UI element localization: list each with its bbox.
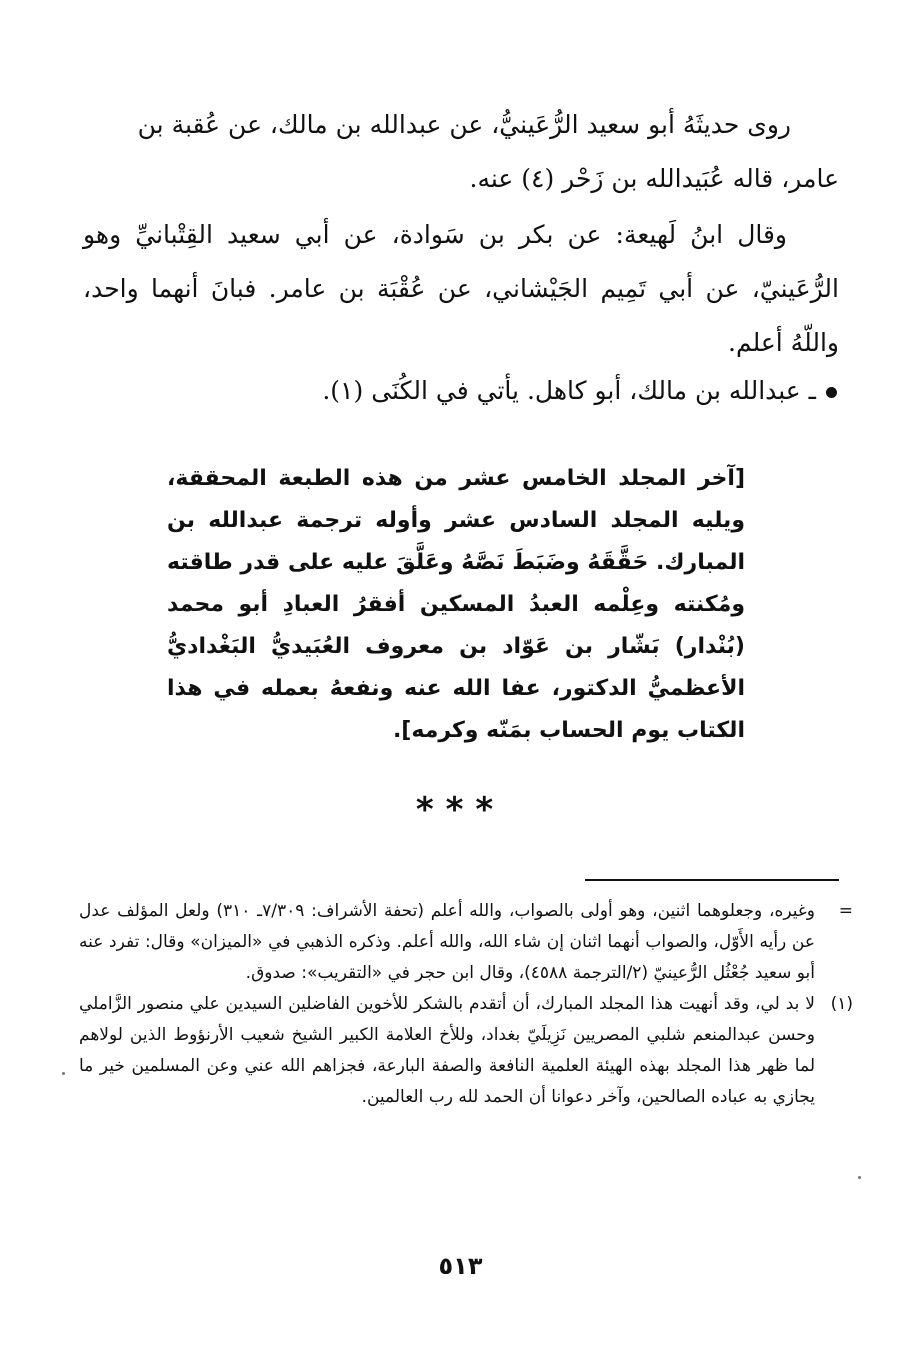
closing-note: [آخر المجلد الخامس عشر من هذه الطبعة المحققة، ويليه المجلد السادس عشر وأوله ترجمة عبدالله بن المبارك. حَقَّقَهُ وضَبَطَ نَصَّهُ وعَلَّقَ عليه على قدر طاقته ومُكنته وعِلْمه العبدُ المسكين أفقرُ العبادِ أبو محمد (بُنْدار) بَشّار بن عَوّاد بن معروف العُبَيديُّ البَغْداديُّ الأعظميُّ الدكتور، عفا الله عنه ونفعهُ بعمله في هذا الكتاب يوم الحساب بمَنّه وكرمه].: [167, 466, 745, 743]
bullet-icon: [826, 387, 837, 398]
paragraph-narration-line-1: روى حديثَهُ أبو سعيد الرُّعَينيُّ، عن عبدالله بن مالك، عن عُقبة بن: [137, 110, 791, 139]
scan-speck: [858, 1176, 861, 1179]
footnotes: [79, 896, 853, 1113]
scan-speck: [62, 1072, 65, 1075]
bullet-entry-text: ـ عبدالله بن مالك، أبو كاهل. يأتي في الكُنَى: [371, 376, 816, 405]
page-number: ٥١٣: [438, 1252, 483, 1280]
footnote-mark: =: [838, 901, 853, 921]
paragraph-narration: [83, 98, 839, 206]
footnote-text: لا بد لي، وقد أنهيت هذا المجلد المبارك، أن أتقدم بالشكر للأخوين الفاضلين السيدين علي منصور الزَّاملي وحسن عبدالمنعم شلبي المصريين نَزِيلَيّ بغداد، وللأخ العلامة الكبير الشيخ شعيب الأرنؤوط الذين لولاهم لما ظهر هذا المجلد بهذه الهيئة العلمية النافعة والصفة البارعة، فجزاهم الله عني وعن المسلمين خير ما يجازي به عباده الصالحين، وآخر دعوانا أن الحمد لله رب العالمين.: [79, 994, 815, 1107]
bullet-footnote-ref: (١).: [322, 376, 364, 405]
footnote-continuation: [79, 896, 853, 989]
bullet-entry: [137, 364, 837, 418]
paragraph-ibn-lahia: وقال ابنُ لَهيعة: عن بكر بن سَوادة، عن أبي سعيد القِتْبانيِّ وهو الرُّعَينيّ، عن أبي تَمِيم الجَيْشاني، عن عُقْبَة بن عامر. فبانَ أنهما واحد، واللّهُ أعلم.: [83, 220, 839, 357]
paragraph-narration-line-2: عامر، قاله عُبَيدالله بن زَحْر (٤) عنه.: [469, 164, 839, 193]
section-separator: ***: [415, 790, 506, 830]
footnote-mark: (١): [830, 994, 853, 1014]
footnote-text: وغيره، وجعلوهما اثنين، وهو أولى بالصواب، والله أعلم (تحفة الأشراف: ٧/٣٠٩ـ ٣١٠) ولعل المؤلف عدل عن رأيه الأَوّل، والصواب أنهما اثنان إن شاء الله، والله أعلم. وذكره الذهبي في «الميزان» وقال: تفرد عنه أبو سعيد جُعْثُل الرُّعينيّ (٢/الترجمة ٤٥٨٨)، وقال ابن حجر في «التقريب»: صدوق.: [79, 901, 815, 983]
footnote-divider: [585, 879, 839, 881]
footnote-1: [79, 989, 853, 1113]
